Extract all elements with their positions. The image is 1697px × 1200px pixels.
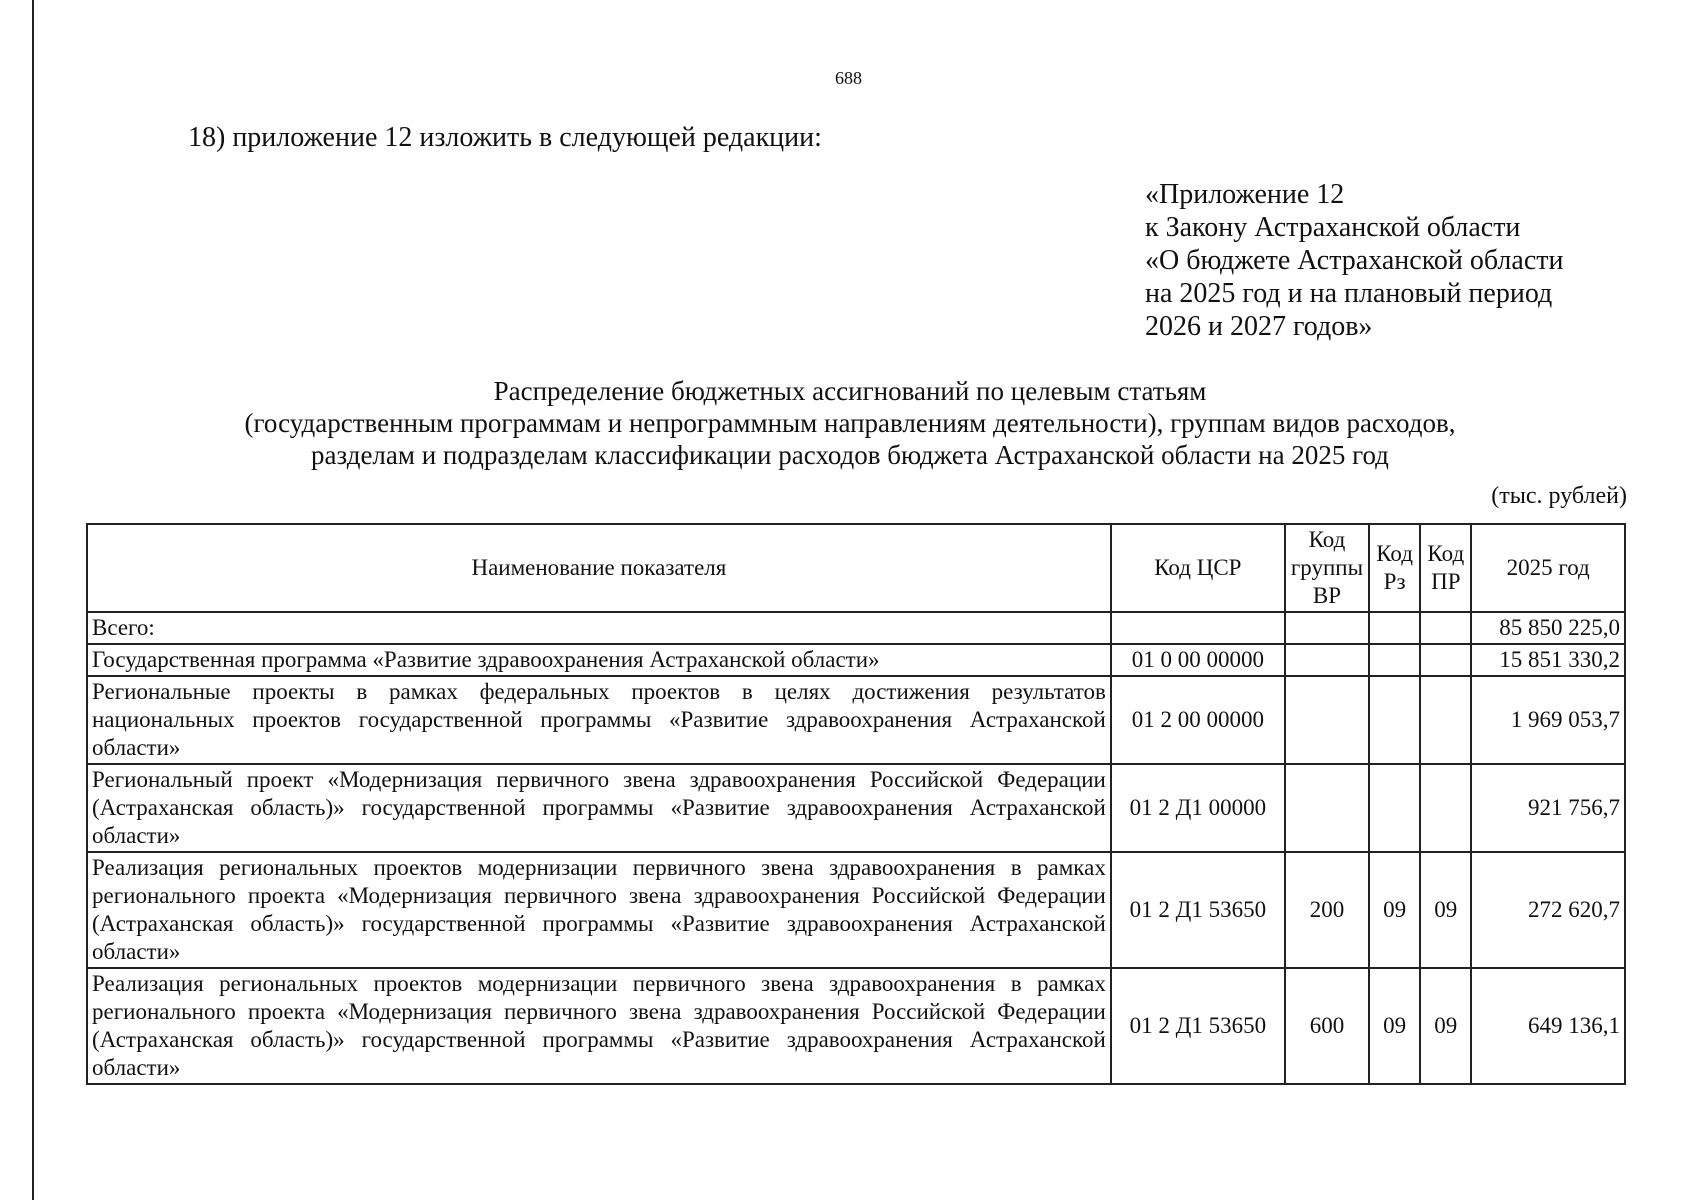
appendix-line: к Закону Астраханской области [1145,212,1521,243]
budget-table [86,523,1626,1085]
header-rz: Код Рз [1369,524,1420,612]
title-line: разделам и подразделам классификации расходов бюджета Астраханской области на 2025 год [311,440,1389,470]
units-label: (тыс. рублей) [1491,483,1627,509]
row-rz: 09 [1369,852,1420,968]
row-pr: 09 [1420,968,1471,1084]
page-number: 688 [835,68,862,88]
row-rz: 09 [1369,968,1420,1084]
table-row [87,612,1625,644]
row-rz [1369,644,1420,676]
row-csr: 01 2 00 00000 [1111,676,1285,764]
header-name: Наименование показателя [87,524,1111,612]
row-pr [1420,676,1471,764]
row-csr: 01 2 Д1 53650 [1111,852,1285,968]
row-amount: 1 969 053,7 [1471,676,1625,764]
row-csr: 01 0 00 00000 [1111,644,1285,676]
title-line: Распределение бюджетных ассигнований по целевым статьям [493,376,1207,406]
row-vr [1285,676,1369,764]
row-name: Всего: [87,612,1111,644]
row-amount: 921 756,7 [1471,764,1625,852]
row-name: Региональный проект «Модернизация первичного звена здравоохранения Российской Федерации (Астраханская область)» государственной программы «Развитие здравоохранения Астраханской области» [87,764,1111,852]
left-margin-line [32,0,34,1200]
appendix-line: на 2025 год и на плановый период [1145,278,1553,309]
table-header-row [87,524,1625,612]
row-pr: 09 [1420,852,1471,968]
header-pr: Код ПР [1420,524,1471,612]
table-row [87,968,1625,1084]
row-pr [1420,612,1471,644]
row-vr [1285,644,1369,676]
amendment-instruction: 18) приложение 12 изложить в следующей редакции: [188,122,822,153]
appendix-header [1145,178,1563,343]
table-row [87,764,1625,852]
row-amount: 15 851 330,2 [1471,644,1625,676]
row-csr: 01 2 Д1 53650 [1111,968,1285,1084]
header-vr: Код группы ВР [1285,524,1369,612]
document-title [140,375,1560,471]
row-pr [1420,764,1471,852]
row-vr: 200 [1285,852,1369,968]
row-vr: 600 [1285,968,1369,1084]
table-row [87,676,1625,764]
row-name: Государственная программа «Развитие здравоохранения Астраханской области» [87,644,1111,676]
row-amount: 85 850 225,0 [1471,612,1625,644]
header-csr: Код ЦСР [1111,524,1285,612]
row-amount: 649 136,1 [1471,968,1625,1084]
row-amount: 272 620,7 [1471,852,1625,968]
table-row [87,644,1625,676]
appendix-line: «О бюджете Астраханской области [1145,245,1564,276]
title-line: (государственным программам и непрограммным направлениям деятельности), группам видов расходов, [244,408,1456,438]
row-pr [1420,644,1471,676]
row-vr [1285,612,1369,644]
row-csr [1111,612,1285,644]
row-rz [1369,676,1420,764]
row-csr: 01 2 Д1 00000 [1111,764,1285,852]
row-rz [1369,612,1420,644]
table-row [87,852,1625,968]
row-name: Региональные проекты в рамках федеральных проектов в целях достижения результатов национальных проектов государственной программы «Развитие здравоохранения Астраханской области» [87,676,1111,764]
appendix-line: 2026 и 2027 годов» [1145,311,1373,342]
row-name: Реализация региональных проектов модернизации первичного звена здравоохранения в рамках регионального проекта «Модернизация первичного звена здравоохранения Российской Федерации (Астраханская область)» государственной программы «Развитие здравоохранения Астраханской области» [87,852,1111,968]
row-vr [1285,764,1369,852]
row-name: Реализация региональных проектов модернизации первичного звена здравоохранения в рамках регионального проекта «Модернизация первичного звена здравоохранения Российской Федерации (Астраханская область)» государственной программы «Развитие здравоохранения Астраханской области» [87,968,1111,1084]
appendix-line: «Приложение 12 [1145,179,1345,210]
header-year: 2025 год [1471,524,1625,612]
row-rz [1369,764,1420,852]
